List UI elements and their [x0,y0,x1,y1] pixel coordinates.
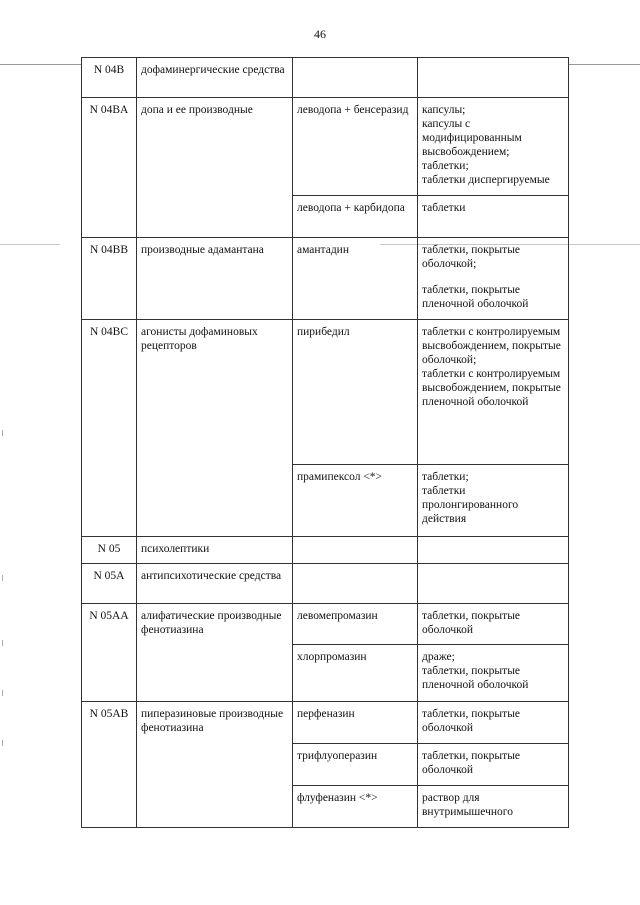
scan-edge-mark [2,575,3,581]
atc-code-cell: N 04B [82,58,137,98]
drug-cell: левомепромазин [293,604,418,645]
forms-cell [418,465,569,537]
group-cell: дофаминергические средства [137,58,293,98]
drug-cell: леводопа + карбидопа [293,196,418,238]
drug-cell: хлорпромазин [293,645,418,702]
dosage-form: таблетки диспергируемые [422,174,550,186]
dosage-form: драже; [422,651,455,663]
drug-cell: флуфеназин <*> [293,786,418,828]
table-row [82,238,569,320]
forms-cell [418,320,569,465]
dosage-form: таблетки с контролируемым высвобождением, покрытые пленочной оболочкой [422,368,561,408]
drug-table [81,57,569,828]
dosage-form: раствор для внутримышечного [422,792,513,818]
drug-cell [293,537,418,564]
table-row [82,604,569,645]
dosage-form: таблетки, покрытые пленочной оболочкой [422,284,529,310]
dosage-form: таблетки с контролируемым высвобождением, покрытые оболочкой; [422,326,561,366]
drug-cell: амантадин [293,238,418,320]
group-cell: производные адамантана [137,238,293,320]
forms-cell [418,58,569,98]
scan-edge-mark [2,640,3,646]
forms-cell [418,645,569,702]
drug-cell: перфеназин [293,702,418,744]
drug-cell: пирибедил [293,320,418,465]
dosage-form: таблетки, покрытые оболочкой [422,750,521,776]
group-cell: антипсихотические средства [137,564,293,604]
group-cell: пиперазиновые производные фенотиазина [137,702,293,828]
scan-artifact-line [0,244,60,245]
forms-cell [418,786,569,828]
dosage-form: таблетки, покрытые пленочной оболочкой [422,665,529,691]
dosage-form: таблетки [422,202,466,214]
drug-cell: леводопа + бенсеразид [293,98,418,196]
drug-cell [293,58,418,98]
atc-code-cell: N 04BC [82,320,137,537]
group-cell: агонисты дофаминовых рецепторов [137,320,293,537]
atc-code-cell: N 04BB [82,238,137,320]
dosage-form: таблетки, покрытые оболочкой; [422,244,521,270]
table-row [82,564,569,604]
atc-code-cell: N 05A [82,564,137,604]
group-cell: алифатические производные фенотиазина [137,604,293,702]
group-cell: психолептики [137,537,293,564]
group-cell: допа и ее производные [137,98,293,238]
scan-edge-mark [2,430,3,436]
forms-cell [418,196,569,238]
table-row [82,98,569,196]
dosage-form: капсулы с модифицированным высвобождением; [422,118,522,158]
scan-edge-mark [2,740,3,746]
table-row [82,320,569,465]
forms-cell [418,702,569,744]
drug-cell: прамипексол <*> [293,465,418,537]
forms-cell [418,537,569,564]
dosage-form: капсулы; [422,104,466,116]
atc-code-cell: N 04BA [82,98,137,238]
scan-edge-mark [2,690,3,696]
scan-artifact-line [0,64,81,65]
page-number: 46 [314,27,326,41]
dosage-form: таблетки, покрытые оболочкой [422,708,521,734]
dosage-form: таблетки; [422,160,469,172]
dosage-form: таблетки, покрытые оболочкой [422,610,521,636]
dosage-form: таблетки; [422,471,469,483]
forms-cell [418,98,569,196]
forms-cell [418,604,569,645]
forms-cell [418,564,569,604]
forms-cell [418,238,569,320]
forms-cell [418,744,569,786]
dosage-form: таблетки пролонгированного действия [422,485,519,525]
drug-cell: трифлуоперазин [293,744,418,786]
scan-artifact-line [568,64,640,65]
atc-code-cell: N 05 [82,537,137,564]
table-row [82,58,569,98]
table-row [82,702,569,744]
atc-code-cell: N 05AB [82,702,137,828]
atc-code-cell: N 05AA [82,604,137,702]
table-row [82,537,569,564]
drug-cell [293,564,418,604]
